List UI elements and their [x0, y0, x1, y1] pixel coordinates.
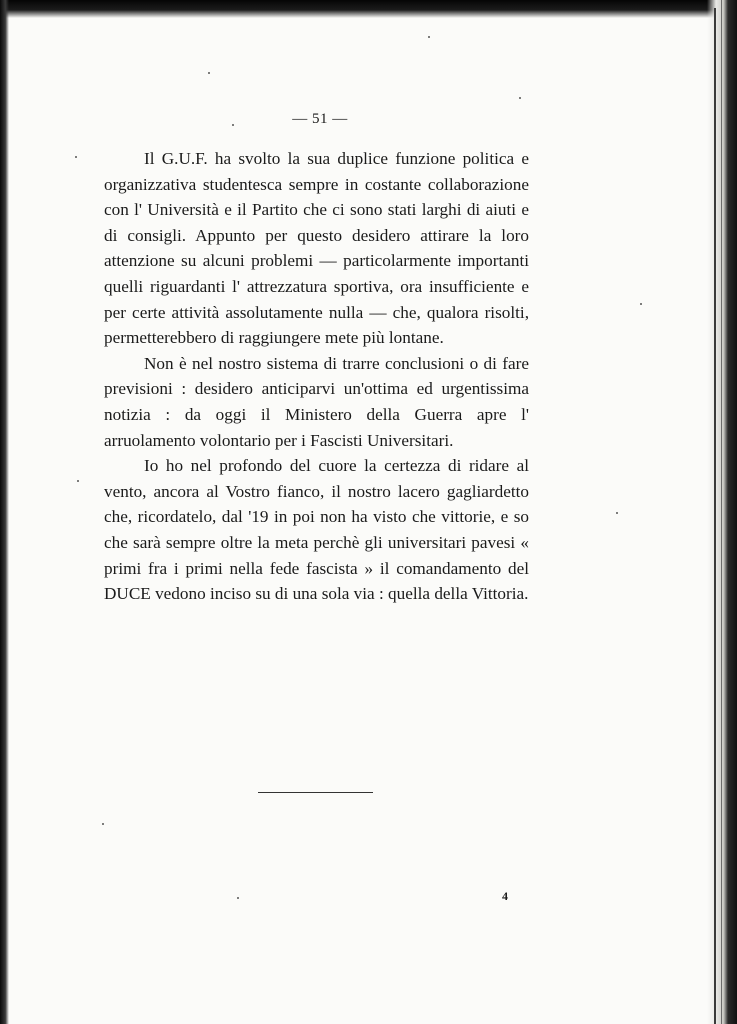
- scan-left-edge: [0, 0, 9, 1024]
- scan-binding-line: [714, 8, 716, 1024]
- scan-speck: [75, 156, 77, 158]
- scan-speck: [102, 823, 104, 825]
- scan-speck: [208, 72, 210, 74]
- scan-speck: [428, 36, 430, 38]
- scan-speck: [77, 480, 79, 482]
- paragraph-1: Il G.U.F. ha svolto la sua duplice funzione politica e organizzativa studentesca sempre in costante collaborazione con l' Università e il Partito che ci sono stati larghi di aiuti e di consigli. Appunto per questo desidero attirare la loro attenzione su alcuni problemi — particolarmente importanti quelli riguardanti l' attrezzatura sportiva, ora insufficiente e per certe attività assolutamente nulla — che, qualora risolti, permetterebbero di raggiungere mete più lontane.: [104, 149, 529, 348]
- page-number: — 51 —: [292, 111, 348, 127]
- scan-speck: [640, 303, 642, 305]
- paragraph-2: Non è nel nostro sistema di trarre conclusioni o di fare previsioni : desidero anticiparvi un'ottima ed urgentissima notizia : da oggi il Ministero della Guerra apre l' arruolamento volontario per i Fascisti Universitari.: [104, 353, 529, 450]
- body-text: [104, 146, 529, 607]
- scan-speck: [237, 897, 239, 899]
- scan-speck: [616, 512, 618, 514]
- scan-binding-line-outer: [721, 0, 722, 1024]
- scan-right-edge: [707, 0, 737, 1024]
- signature-mark: 4: [502, 889, 508, 903]
- scan-top-edge: [0, 0, 737, 18]
- scan-speck: [519, 97, 521, 99]
- paragraph-3: Io ho nel profondo del cuore la certezza di ridare al vento, ancora al Vostro fianco, il nostro lacero gagliardetto che, ricordatelo, dal '19 in poi non ha visto che vittorie, e so che sarà sempre oltre la meta perchè gli universitari pavesi « primi fra i primi nella fede fascista » il comandamento del DUCE vedono inciso su di una sola via : quella della Vittoria.: [104, 456, 529, 604]
- closing-rule: [258, 792, 373, 793]
